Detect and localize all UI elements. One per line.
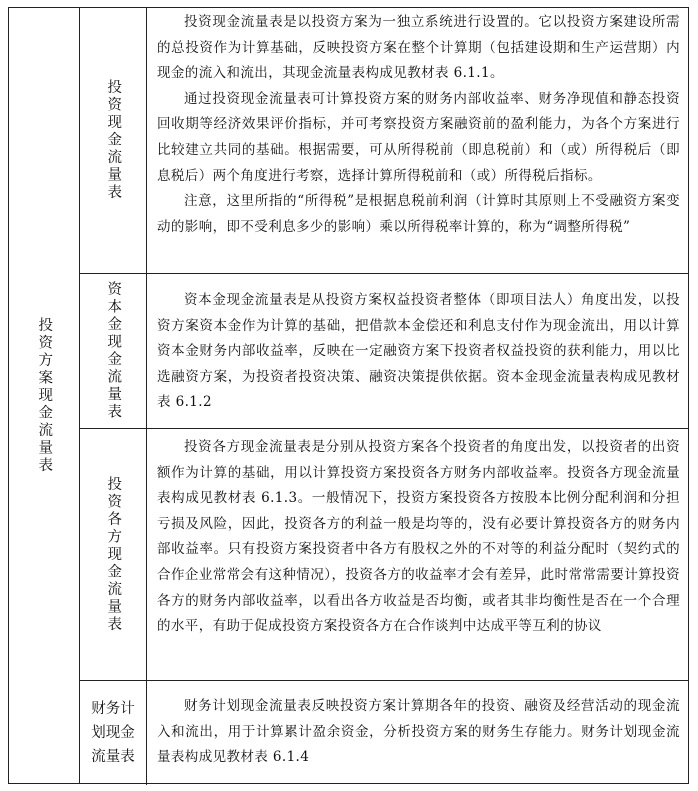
- paragraph: 通过投资现金流量表可计算投资方案的财务内部收益率、财务净现值和静态投资回收期等经济效果评价指标，并可考察投资方案融资前的盈利能力，为各个方案进行比较建立共同的基础。根据需要，可从所得税前（即息税前）和（或）所得税后（即息税后）两个角度进行考察，选择计算所得税前和（或）所得税后指标。: [157, 90, 680, 184]
- paragraph: 投资各方现金流量表是分别从投资方案各个投资者的角度出发，以投资者的出资额作为计算的基础，用以计算投资方案投资各方财务内部收益率。投资各方现金流量表构成见教材表 6.1.3。一般情况下，投资方案投资各方按股本比例分配利润和分担亏损及风险，因此，投资各方的利益一般是均等的，没有必要计算投资各方的财务内部收益率。只有投资方案投资者中各方有股权之外的不对等的利益分配时（契约式的合作企业常常会有这种情况），投资各方的收益率才会有差异，此时常常需要计算投资各方的财务内部收益率，以看出各方收益是否均衡，或者其非均衡性是否在一个合理的水平，有助于促成投资方案投资各方在合作谈判中达成平等互利的协议: [157, 439, 680, 635]
- row-content-parties: [147, 429, 688, 680]
- row-label-parties: 投资各方现金流量表: [105, 475, 122, 634]
- table-row-financial-plan: [80, 681, 688, 785]
- row-label-capital: 资本金现金流量表: [105, 281, 122, 421]
- row-content-capital: [147, 274, 688, 428]
- table-row-capital: [80, 274, 688, 429]
- row-label-cell: [80, 429, 147, 680]
- table-row-parties: [80, 429, 688, 681]
- table-row-investment: [80, 8, 688, 274]
- cash-flow-table: [8, 7, 689, 784]
- row-label-cell: [80, 8, 147, 273]
- row-content-financial-plan: [147, 681, 688, 785]
- paragraph: 注意，这里所指的“所得税”是根据息税前利润（计算时其原则上不受融资方案变动的影响，即不受利息多少的影响）乘以所得税率计算的，称为“调整所得税”: [157, 193, 680, 235]
- main-category-label: 投资方案现金流量表: [36, 316, 53, 475]
- row-label-financial-plan: 财务计划现金流量表: [91, 701, 135, 765]
- row-label-investment: 投资现金流量表: [105, 79, 122, 202]
- paragraph: 财务计划现金流量表反映投资方案计算期各年的投资、融资及经营活动的现金流入和流出，用于计算累计盈余资金，分析投资方案的财务生存能力。财务计划现金流量表构成见教材表 6.1.4: [157, 698, 680, 766]
- main-category-cell: [9, 8, 80, 783]
- row-label-cell: [80, 274, 147, 428]
- row-content-investment: [147, 8, 688, 273]
- paragraph: 投资现金流量表是以投资方案为一独立系统进行设置的。它以投资方案建设所需的总投资作为计算基础，反映投资方案在整个计算期（包括建设期和生产运营期）内现金的流入和流出，其现金流量表构成见教材表 6.1.1。: [157, 14, 680, 82]
- row-label-cell: [80, 681, 147, 785]
- paragraph: 资本金现金流量表是从投资方案权益投资者整体（即项目法人）角度出发，以投资方案资本金作为计算的基础，把借款本金偿还和利息支付作为现金流出，用以计算资本金财务内部收益率，反映在一定融资方案下投资者权益投资的获利能力，用以比选融资方案，为投资者投资决策、融资决策提供依据。资本金现金流量表构成见教材表 6.1.2: [157, 292, 680, 411]
